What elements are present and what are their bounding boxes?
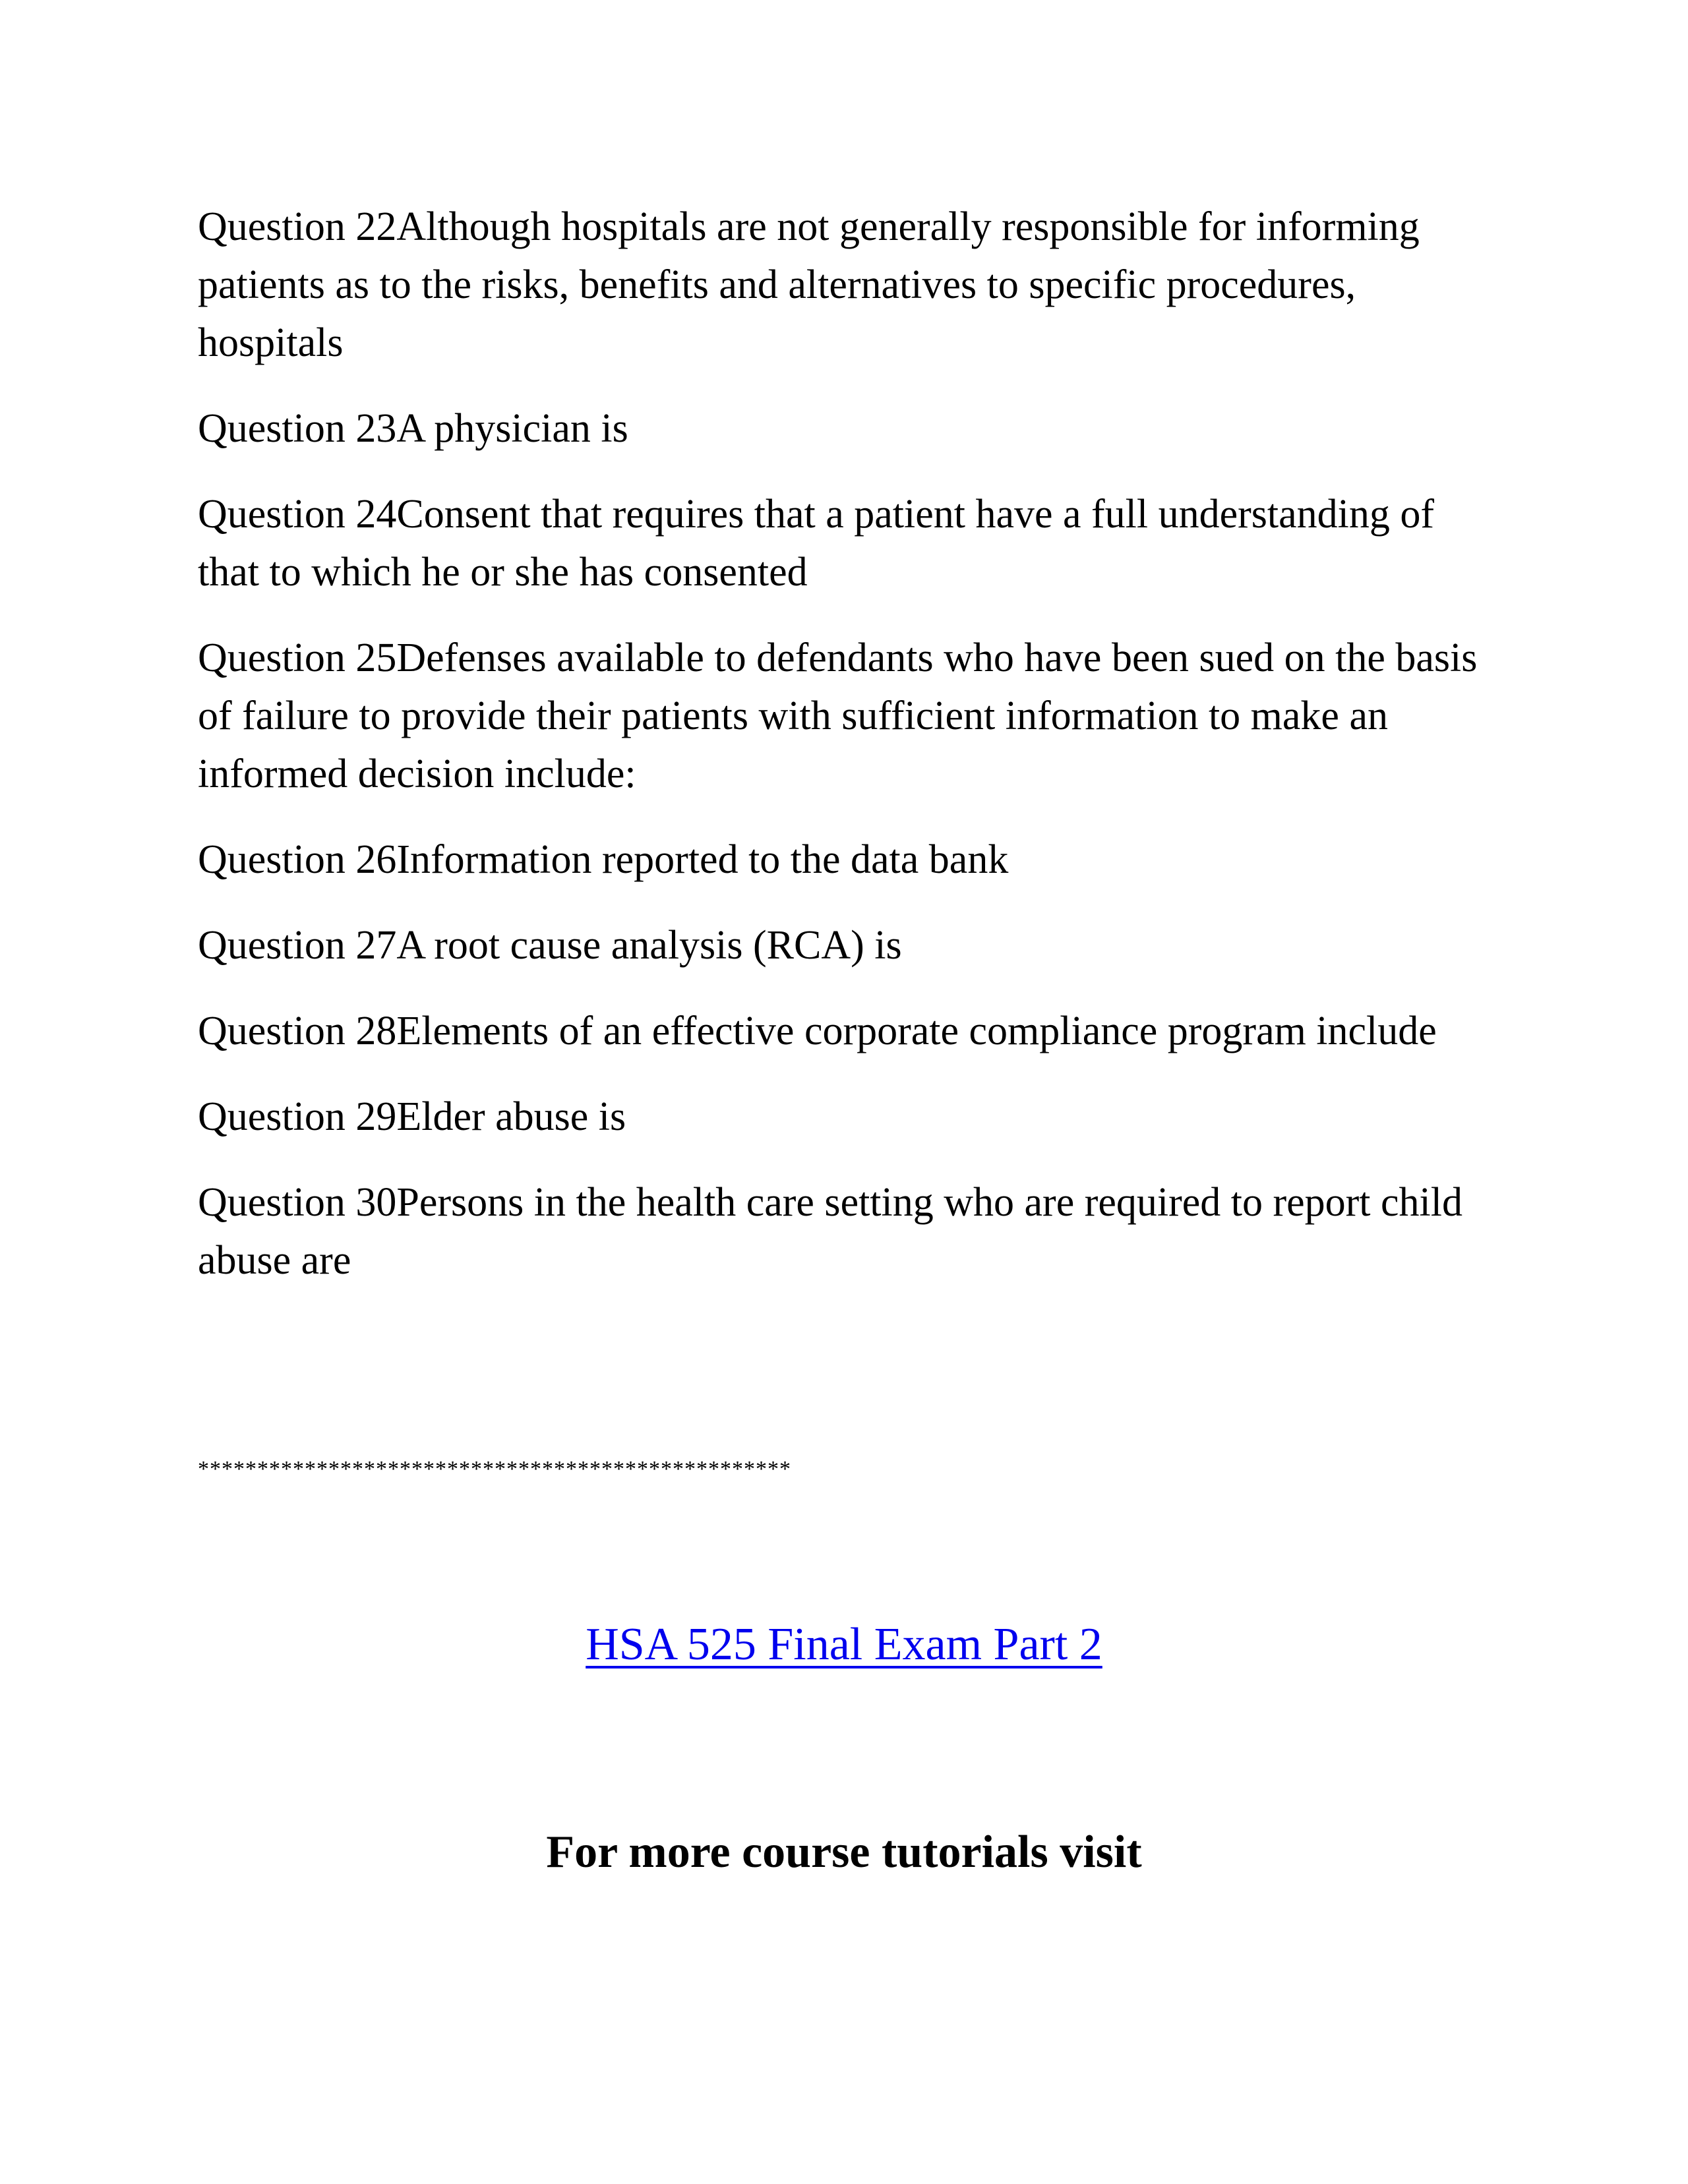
link-container	[0, 1618, 1688, 1671]
question-27: Question 27A root cause analysis (RCA) is	[198, 923, 902, 968]
question-28: Question 28Elements of an effective corporate compliance program include	[198, 1009, 1437, 1053]
footer-note: For more course tutorials visit	[546, 1827, 1142, 1877]
question-29: Question 29Elder abuse is	[198, 1094, 626, 1139]
question-26: Question 26Information reported to the data bank	[198, 837, 1009, 882]
final-exam-part-2-link[interactable]: HSA 525 Final Exam Part 2	[586, 1619, 1102, 1670]
question-list	[198, 198, 1503, 1317]
question-23: Question 23A physician is	[198, 406, 628, 451]
question-22: Question 22Although hospitals are not generally responsible for informing patients as to the risks, benefits and alternatives to specific procedures, hospitals	[198, 204, 1420, 365]
question-25: Question 25Defenses available to defendants who have been sued on the basis of failure to provide their patients with sufficient information to make an informed decision include:	[198, 635, 1478, 796]
question-24: Question 24Consent that requires that a patient have a full understanding of that to which he or she has consented	[198, 492, 1435, 595]
question-30: Question 30Persons in the health care setting who are required to report child abuse are	[198, 1180, 1463, 1283]
asterisk-separator: **************************************************	[198, 1457, 791, 1481]
